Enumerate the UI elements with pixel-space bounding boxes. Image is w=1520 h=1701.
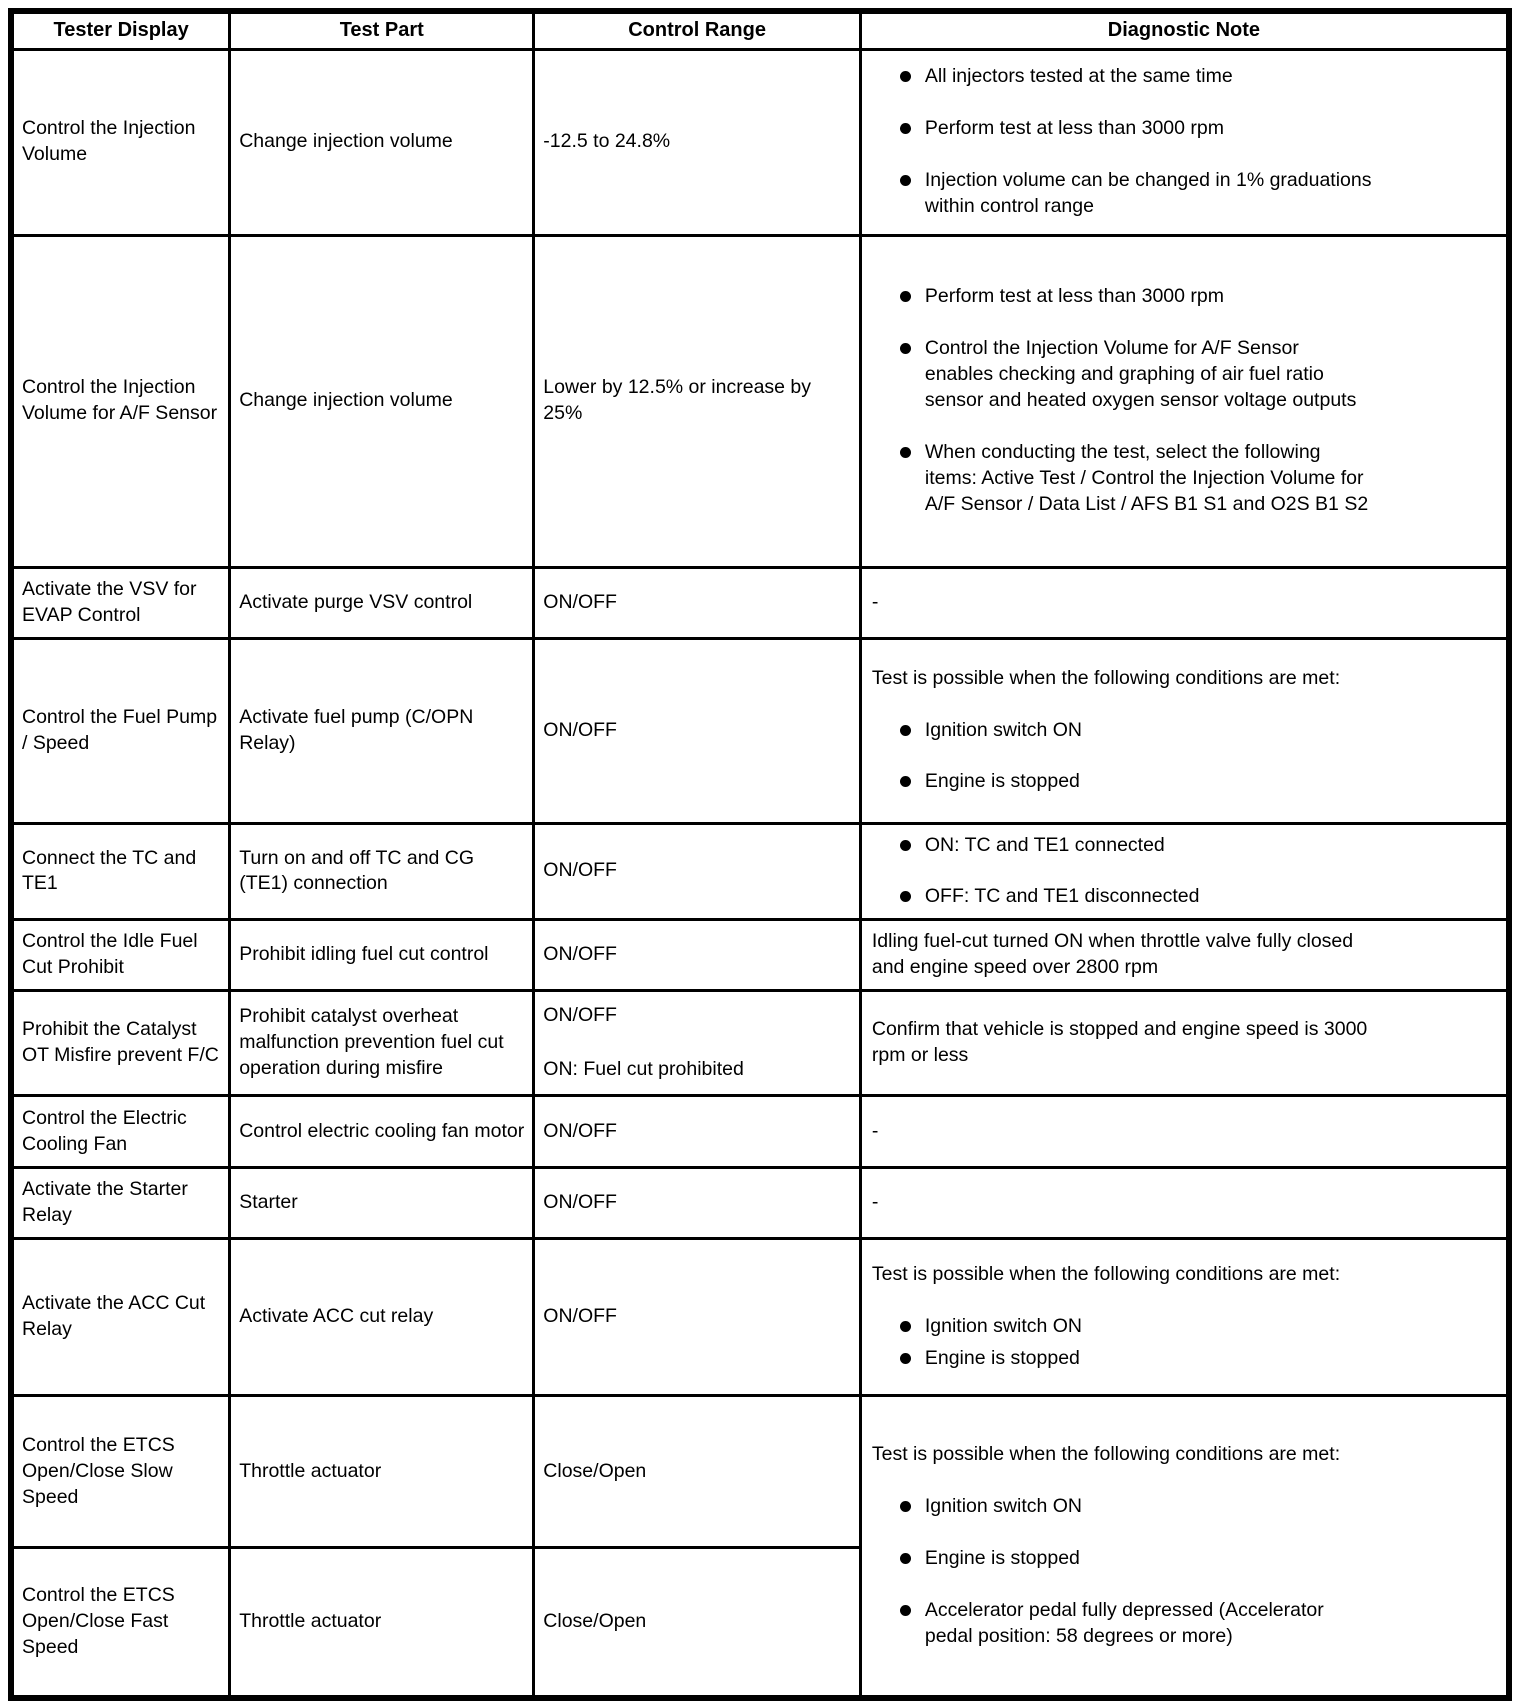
bullet-item (872, 1598, 1372, 1650)
note-intro: Test is possible when the following conditions are met: (871, 1443, 1341, 1466)
control-range-line: ON/OFF (543, 718, 617, 741)
table-row (11, 1396, 1509, 1548)
test-part-cell: Turn on and off TC and CG (TE1) connection (230, 823, 534, 920)
column-header-tester-display: Tester Display (11, 11, 230, 49)
bullet-item (872, 884, 1372, 910)
bullet-text: Accelerator pedal fully depressed (Accelerator pedal position: 58 degrees or more) (924, 1598, 1324, 1647)
bullet-dot-icon (900, 71, 911, 82)
tester-display-cell: Activate the ACC Cut Relay (11, 1239, 230, 1396)
test-part-cell: Change injection volume (230, 235, 534, 567)
tester-display-cell: Control the Injection Volume for A/F Sensor (11, 235, 230, 567)
control-range-cell (534, 920, 861, 991)
bullet-dot-icon (900, 123, 911, 134)
note-body (872, 666, 1372, 796)
test-part-cell: Change injection volume (230, 49, 534, 235)
tester-display-cell: Connect the TC and TE1 (11, 823, 230, 920)
table-row (11, 1096, 1509, 1168)
bullet-text: All injectors tested at the same time (924, 65, 1233, 88)
test-part-cell: Control electric cooling fan motor (230, 1096, 534, 1168)
bullet-dot-icon (900, 776, 911, 787)
note-text: - (871, 590, 879, 613)
bullet-dot-icon (900, 447, 911, 458)
control-range-line: ON/OFF (543, 1004, 617, 1027)
bullet-text: OFF: TC and TE1 disconnected (924, 885, 1200, 908)
table-row (11, 235, 1509, 567)
control-range-cell (534, 823, 861, 920)
bullet-item (872, 769, 1372, 795)
bullet-dot-icon (900, 1501, 911, 1512)
bullet-item (872, 1546, 1372, 1572)
bullet-item (872, 1346, 1372, 1372)
bullet-text: Perform test at less than 3000 rpm (924, 285, 1224, 308)
control-range-cell (534, 235, 861, 567)
note-body (872, 1262, 1372, 1372)
bullet-text: Engine is stopped (924, 1546, 1080, 1569)
bullet-text: Ignition switch ON (924, 1315, 1083, 1338)
bullet-item (872, 1314, 1372, 1340)
table-row (11, 920, 1509, 991)
control-range-cell (534, 49, 861, 235)
table-body (11, 49, 1509, 1698)
active-test-table (8, 8, 1512, 1701)
control-range-cell (534, 1548, 861, 1698)
control-range-cell (534, 1239, 861, 1396)
test-part-cell: Prohibit idling fuel cut control (230, 920, 534, 991)
tester-display-cell: Prohibit the Catalyst OT Misfire prevent F/C (11, 991, 230, 1096)
note-text: - (871, 1191, 879, 1214)
column-header-test-part: Test Part (230, 11, 534, 49)
bullet-text: Ignition switch ON (924, 1495, 1083, 1518)
control-range-cell (534, 638, 861, 823)
control-range-line: ON/OFF (543, 1119, 617, 1142)
tester-display-cell: Control the Idle Fuel Cut Prohibit (11, 920, 230, 991)
bullet-item (872, 168, 1372, 220)
note-body (872, 1190, 1372, 1216)
note-text: - (871, 1119, 879, 1142)
bullet-dot-icon (900, 175, 911, 186)
control-range-line: -12.5 to 24.8% (543, 130, 671, 153)
bullet-text: When conducting the test, select the following items: Active Test / Control the Injection Volume for A/F Sensor / Data List / AFS B1 S1 and O2S B1 S2 (924, 440, 1369, 515)
table-row (11, 567, 1509, 638)
bullet-dot-icon (900, 291, 911, 302)
diagnostic-note-cell (860, 991, 1509, 1096)
tester-display-cell: Activate the Starter Relay (11, 1168, 230, 1239)
test-part-cell: Activate ACC cut relay (230, 1239, 534, 1396)
note-body (872, 590, 1372, 616)
table-row (11, 1239, 1509, 1396)
tester-display-cell: Control the Fuel Pump / Speed (11, 638, 230, 823)
control-range-cell (534, 1168, 861, 1239)
control-range-cell (534, 1096, 861, 1168)
bullet-dot-icon (900, 725, 911, 736)
bullet-text: ON: TC and TE1 connected (924, 833, 1165, 856)
bullet-dot-icon (900, 1321, 911, 1332)
diagnostic-note-cell (860, 567, 1509, 638)
bullet-item (872, 833, 1372, 859)
diagnostic-note-cell (860, 1168, 1509, 1239)
diagnostic-note-cell (860, 49, 1509, 235)
note-body (872, 284, 1372, 517)
bullet-text: Engine is stopped (924, 1347, 1080, 1370)
test-part-cell: Throttle actuator (230, 1548, 534, 1698)
test-part-cell: Activate fuel pump (C/OPN Relay) (230, 638, 534, 823)
tester-display-cell: Control the ETCS Open/Close Slow Speed (11, 1396, 230, 1548)
tester-display-cell: Control the ETCS Open/Close Fast Speed (11, 1548, 230, 1698)
bullet-text: Injection volume can be changed in 1% graduations within control range (924, 169, 1372, 217)
table-row (11, 638, 1509, 823)
diagnostic-note-cell (860, 1096, 1509, 1168)
control-range-cell (534, 1396, 861, 1548)
control-range-line: Close/Open (543, 1609, 647, 1632)
diagnostic-note-cell (860, 823, 1509, 920)
diagnostic-note-cell (860, 1396, 1509, 1698)
note-body (872, 833, 1372, 911)
bullet-item (872, 116, 1372, 142)
bullet-item (872, 336, 1372, 414)
note-intro: Test is possible when the following conditions are met: (871, 666, 1341, 689)
bullet-item (872, 440, 1372, 518)
diagnostic-note-cell (860, 920, 1509, 991)
tester-display-cell: Activate the VSV for EVAP Control (11, 567, 230, 638)
column-header-diagnostic-note: Diagnostic Note (860, 11, 1509, 49)
bullet-item (872, 718, 1372, 744)
note-body (872, 1442, 1372, 1650)
table-row (11, 991, 1509, 1096)
bullet-text: Perform test at less than 3000 rpm (924, 117, 1224, 140)
note-body (872, 1017, 1372, 1069)
test-part-cell: Prohibit catalyst overheat malfunction prevention fuel cut operation during misfire (230, 991, 534, 1096)
note-body (872, 1119, 1372, 1145)
bullet-dot-icon (900, 891, 911, 902)
table-header-row (11, 11, 1509, 49)
tester-display-cell: Control the Injection Volume (11, 49, 230, 235)
table-row (11, 823, 1509, 920)
control-range-line: Lower by 12.5% or increase by 25% (543, 376, 812, 424)
test-part-cell: Activate purge VSV control (230, 567, 534, 638)
bullet-item (872, 64, 1372, 90)
diagnostic-note-cell (860, 638, 1509, 823)
control-range-line: ON/OFF (543, 1191, 617, 1214)
bullet-item (872, 1494, 1372, 1520)
bullet-dot-icon (900, 1553, 911, 1564)
bullet-text: Ignition switch ON (924, 718, 1083, 741)
note-body (872, 64, 1372, 220)
control-range-line: Close/Open (543, 1459, 647, 1482)
test-part-cell: Throttle actuator (230, 1396, 534, 1548)
bullet-dot-icon (900, 840, 911, 851)
control-range-cell (534, 991, 861, 1096)
table-row (11, 49, 1509, 235)
bullet-dot-icon (900, 1353, 911, 1364)
note-intro: Test is possible when the following conditions are met: (871, 1263, 1341, 1286)
control-range-cell (534, 567, 861, 638)
control-range-line: ON/OFF (543, 943, 617, 966)
bullet-text: Control the Injection Volume for A/F Sensor enables checking and graphing of air fuel ratio sensor and heated oxygen sensor voltage outputs (924, 337, 1357, 412)
note-text: Confirm that vehicle is stopped and engine speed is 3000 rpm or less (871, 1018, 1368, 1067)
column-header-control-range: Control Range (534, 11, 861, 49)
bullet-item (872, 284, 1372, 310)
bullet-dot-icon (900, 343, 911, 354)
note-body (872, 929, 1372, 981)
test-part-cell: Starter (230, 1168, 534, 1239)
note-text: Idling fuel-cut turned ON when throttle valve fully closed and engine speed over 2800 rpm (871, 930, 1354, 979)
control-range-line: ON/OFF (543, 1305, 617, 1328)
diagnostic-note-cell (860, 235, 1509, 567)
control-range-line: ON/OFF (543, 859, 617, 882)
bullet-dot-icon (900, 1605, 911, 1616)
bullet-text: Engine is stopped (924, 770, 1080, 793)
diagnostic-note-cell (860, 1239, 1509, 1396)
control-range-line: ON/OFF (543, 590, 617, 613)
control-range-line: ON: Fuel cut prohibited (543, 1058, 744, 1081)
table-row (11, 1168, 1509, 1239)
tester-display-cell: Control the Electric Cooling Fan (11, 1096, 230, 1168)
